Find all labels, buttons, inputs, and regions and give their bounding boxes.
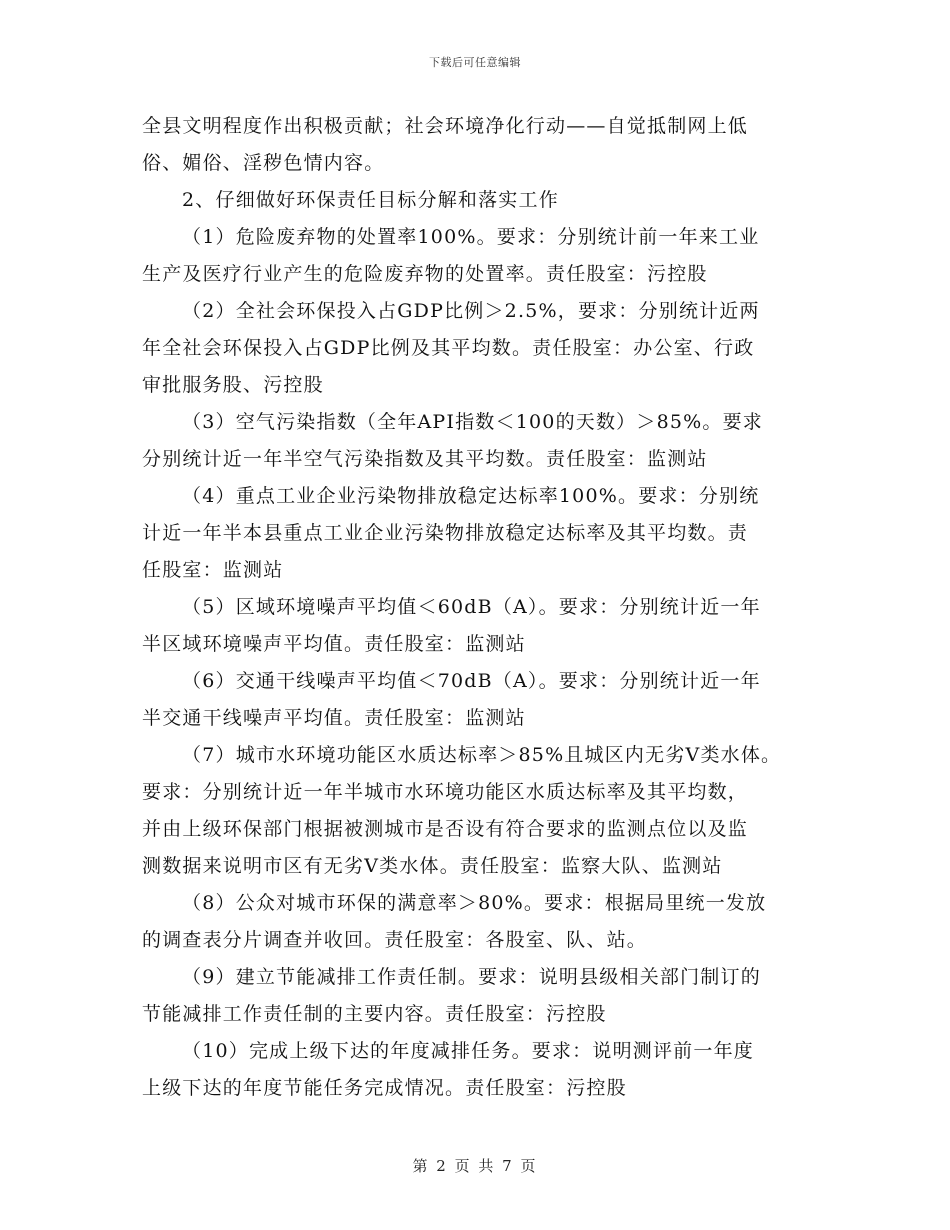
text-line: （4）重点工业企业污染物排放稳定达标率100%。要求：分别统 — [182, 485, 760, 507]
text-line: 俗、媚俗、淫秽色情内容。 — [142, 152, 385, 174]
text-line: （7）城市水环境功能区水质达标率＞85%且城区内无劣Ⅴ类水体。 — [182, 744, 782, 766]
text-line: （8）公众对城市环保的满意率＞80%。要求：根据局里统一发放 — [182, 892, 767, 914]
text-line: 上级下达的年度节能任务完成情况。责任股室：污控股 — [142, 1077, 627, 1099]
text-line: 分别统计近一年半空气污染指数及其平均数。责任股室：监测站 — [142, 448, 708, 470]
text-line: 计近一年半本县重点工业企业污染物排放稳定达标率及其平均数。责 — [142, 522, 749, 544]
page-footer: 第 2 页 共 7 页 — [412, 1157, 538, 1175]
text-line: 节能减排工作责任制的主要内容。责任股室：污控股 — [142, 1003, 607, 1025]
text-line: （1）危险废弃物的处置率100%。要求：分别统计前一年来工业 — [182, 226, 760, 248]
section-heading: 2、仔细做好环保责任目标分解和落实工作 — [182, 189, 559, 211]
document-body — [142, 108, 842, 1107]
text-line: （3）空气污染指数（全年API指数＜100的天数）＞85%。要求 — [182, 411, 763, 433]
text-line: （9）建立节能减排工作责任制。要求：说明县级相关部门制订的 — [182, 966, 761, 988]
text-line: （5）区域环境噪声平均值＜60dB（A）。要求：分别统计近一年 — [182, 596, 761, 618]
text-line: （2）全社会环保投入占GDP比例＞2.5%，要求：分别统计近两 — [182, 300, 760, 322]
text-line: 测数据来说明市区有无劣Ⅴ类水体。责任股室：监察大队、监测站 — [142, 855, 723, 877]
text-line: 要求：分别统计近一年半城市水环境功能区水质达标率及其平均数， — [142, 781, 749, 803]
text-line: 生产及医疗行业产生的危险废弃物的处置率。责任股室：污控股 — [142, 263, 708, 285]
text-line: （10）完成上级下达的年度减排任务。要求：说明测评前一年度 — [182, 1040, 754, 1062]
text-line: 半交通干线噪声平均值。责任股室：监测站 — [142, 707, 526, 729]
text-line: 的调查表分片调查并收回。责任股室：各股室、队、站。 — [142, 929, 648, 951]
text-line: 半区域环境噪声平均值。责任股室：监测站 — [142, 633, 526, 655]
text-line: 审批服务股、污控股 — [142, 374, 324, 396]
text-line: （6）交通干线噪声平均值＜70dB（A）。要求：分别统计近一年 — [182, 670, 761, 692]
text-line: 任股室：监测站 — [142, 559, 284, 581]
text-line: 全县文明程度作出积极贡献；社会环境净化行动——自觉抵制网上低 — [142, 115, 749, 137]
page-header: 下载后可任意编辑 — [429, 56, 521, 69]
text-line: 年全社会环保投入占GDP比例及其平均数。责任股室：办公室、行政 — [142, 337, 755, 359]
text-line: 并由上级环保部门根据被测城市是否设有符合要求的监测点位以及监 — [142, 818, 749, 840]
